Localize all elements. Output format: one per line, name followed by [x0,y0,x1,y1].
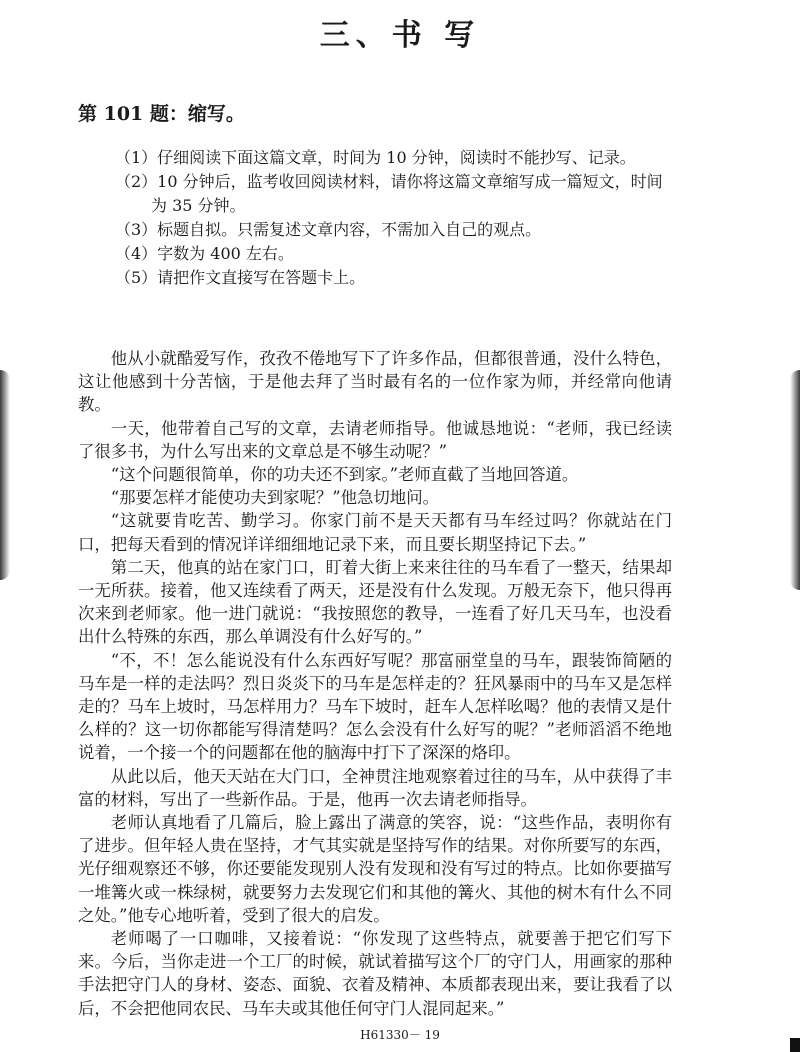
article-paragraph: “这个问题很简单，你的功夫还不到家。”老师直截了当地回答道。 [110,465,579,485]
instruction-item: （3）标题自拟。只需复述文章内容，不需加入自己的观点。 [115,220,542,239]
page-edge-shadow-left [0,370,10,580]
article-paragraph: 一天，他带着自己写的文章，去请老师指导。他诚恳地说：“老师，我已经读了很多书，为什么写出来的文章总是不够生动呢？” [78,418,672,461]
article-paragraph: 老师认真地看了几篇后，脸上露出了满意的笑容，说：“这些作品，表明你有了进步。但年轻人贵在坚持，才气其实就是坚持写作的结果。对你所要写的东西，光仔细观察还不够，你还要能发现别人没有发现和没有写过的特点。比如你要描写一堆篝火或一株绿树，就要努力去发现它们和其他的篝火、其他的树木有什么不同之处。”他专心地听着，受到了很大的启发。 [78,813,672,925]
article-paragraph: 他从小就酷爱写作，孜孜不倦地写下了许多作品，但都很普通，没什么特色，这让他感到十分苦恼，于是他去拜了当时最有名的一位作家为师，并经常向他请教。 [78,349,672,415]
instruction-item: （2）10 分钟后，监考收回阅读材料，请你将这篇文章缩写成一篇短文，时间为 35 分钟。 [115,172,663,215]
article-paragraph: “这就要肯吃苦、勤学习。你家门前不是天天都有马车经过吗？你就站在门口，把每天看到的情况详详细细地记录下来，而且要长期坚持记下去。” [78,511,672,554]
instruction-item: （1）仔细阅读下面这篇文章，时间为 10 分钟，阅读时不能抄写、记录。 [115,148,636,167]
page-footer-code: H61330－ 19 [360,1028,440,1042]
article-paragraph: “那要怎样才能使功夫到家呢？”他急切地问。 [110,488,439,508]
instruction-item: （4）字数为 400 左右。 [115,244,294,263]
reading-article [78,347,672,1020]
article-paragraph: 老师喝了一口咖啡，又接着说：“你发现了这些特点，就要善于把它们写下来。今后，当你走进一个工厂的时候，就试着描写这个厂的守门人，用画家的那种手法把守门人的身材、姿态、面貌、衣着及精神、本质都表现出来，要让我看了以后，不会把他同农民、马车夫或其他任何守门人混同起来。” [78,929,672,1018]
instruction-item: （5）请把作文直接写在答题卡上。 [115,268,366,287]
article-paragraph: “不，不！怎么能说没有什么东西好写呢？那富丽堂皇的马车，跟装饰简陋的马车是一样的走法吗？烈日炎炎下的马车是怎样走的？狂风暴雨中的马车又是怎样走的？马车上坡时，马怎样用力？马车下坡时，赶车人怎样吆喝？他的表情又是什么样的？这一切你都能写得清楚吗？怎么会没有什么好写的呢？”老师滔滔不绝地说着，一个接一个的问题都在他的脑海中打下了深深的烙印。 [78,650,672,763]
instruction-list [115,146,675,290]
section-title: 三、书 写 [319,18,481,53]
question-heading: 第 101 题：缩写。 [78,103,245,125]
page-edge-shadow-right [790,370,800,590]
article-paragraph: 从此以后，他天天站在大门口，全神贯注地观察着过往的马车，从中获得了丰富的材料，写出了一些新作品。于是，他再一次去请老师指导。 [78,766,672,809]
article-paragraph: 第二天，他真的站在家门口，盯着大街上来来往往的马车看了一整天，结果却一无所获。接着，他又连续看了两天，还是没有什么发现。万般无奈下，他只得再次来到老师家。他一进门就说：“我按照您的教导，一连看了好几天马车，也没看出什么特殊的东西，那么单调没有什么好写的。” [78,557,672,647]
